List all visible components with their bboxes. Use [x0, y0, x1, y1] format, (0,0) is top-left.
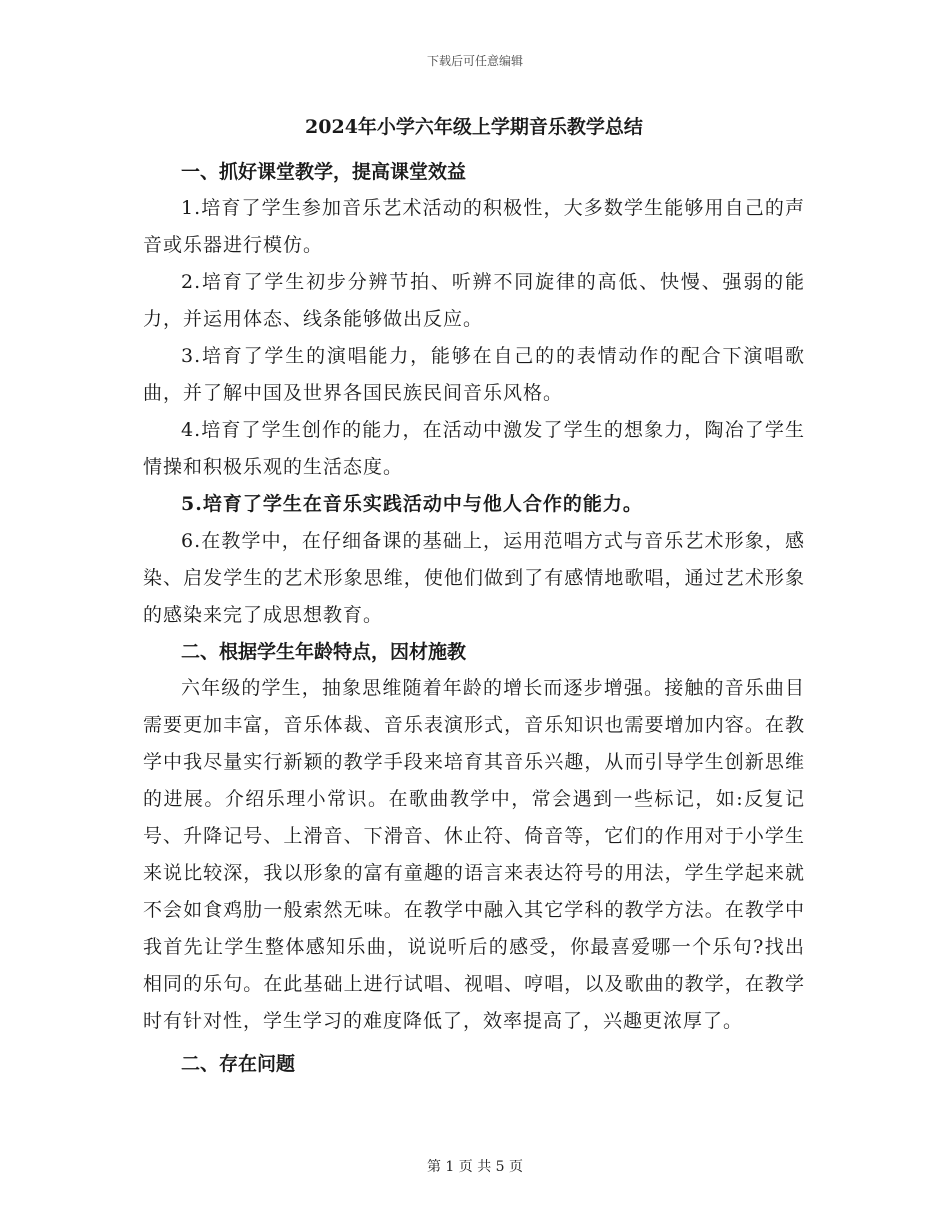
document-title: 2024年小学六年级上学期音乐教学总结 — [305, 116, 643, 138]
list-item-4: 4.培育了学生创作的能力，在活动中激发了学生的想象力，陶冶了学生情操和积极乐观的生活态度。 — [143, 419, 805, 478]
list-item-5: 5.培育了学生在音乐实践活动中与他人合作的能力。 — [181, 493, 643, 515]
header-note: 下载后可任意编辑 — [426, 54, 523, 68]
list-item-3: 3.培育了学生的演唱能力，能够在自己的的表情动作的配合下演唱歌曲，并了解中国及世界各国民族民间音乐风格。 — [143, 345, 805, 404]
section-heading-2: 二、根据学生年龄特点，因材施教 — [181, 641, 467, 663]
document-body — [143, 112, 805, 1082]
section-heading-3: 二、存在问题 — [181, 1053, 296, 1075]
page-footer: 第 1 页 共 5 页 — [426, 1159, 524, 1175]
list-item-6: 6.在教学中，在仔细备课的基础上，运用范唱方式与音乐艺术形象，感染、启发学生的艺术形象思维，使他们做到了有感情地歌唱，通过艺术形象的感染来完了成思想教育。 — [143, 530, 805, 626]
section-2-body: 六年级的学生，抽象思维随着年龄的增长而逐步增强。接触的音乐曲目需要更加丰富，音乐体裁、音乐表演形式，音乐知识也需要增加内容。在教学中我尽量实行新颖的教学手段来培育其音乐兴趣，从而引导学生创新思维的进展。介绍乐理小常识。在歌曲教学中，常会遇到一些标记，如:反复记号、升降记号、上滑音、下滑音、休止符、倚音等，它们的作用对于小学生来说比较深，我以形象的富有童趣的语言来表达符号的用法，学生学起来就不会如食鸡肋一般索然无味。在教学中融入其它学科的教学方法。在教学中我首先让学生整体感知乐曲，说说听后的感受，你最喜爱哪一个乐句?找出相同的乐句。在此基础上进行试唱、视唱、哼唱，以及歌曲的教学，在教学时有针对性，学生学习的难度降低了，效率提高了，兴趣更浓厚了。 — [143, 677, 805, 1032]
section-heading-1: 一、抓好课堂教学，提高课堂效益 — [181, 161, 467, 183]
list-item-1: 1.培育了学生参加音乐艺术活动的积极性，大多数学生能够用自己的声音或乐器进行模仿。 — [143, 197, 805, 256]
list-item-2: 2.培育了学生初步分辨节拍、听辨不同旋律的高低、快慢、强弱的能力，并运用体态、线条能够做出反应。 — [143, 271, 805, 330]
